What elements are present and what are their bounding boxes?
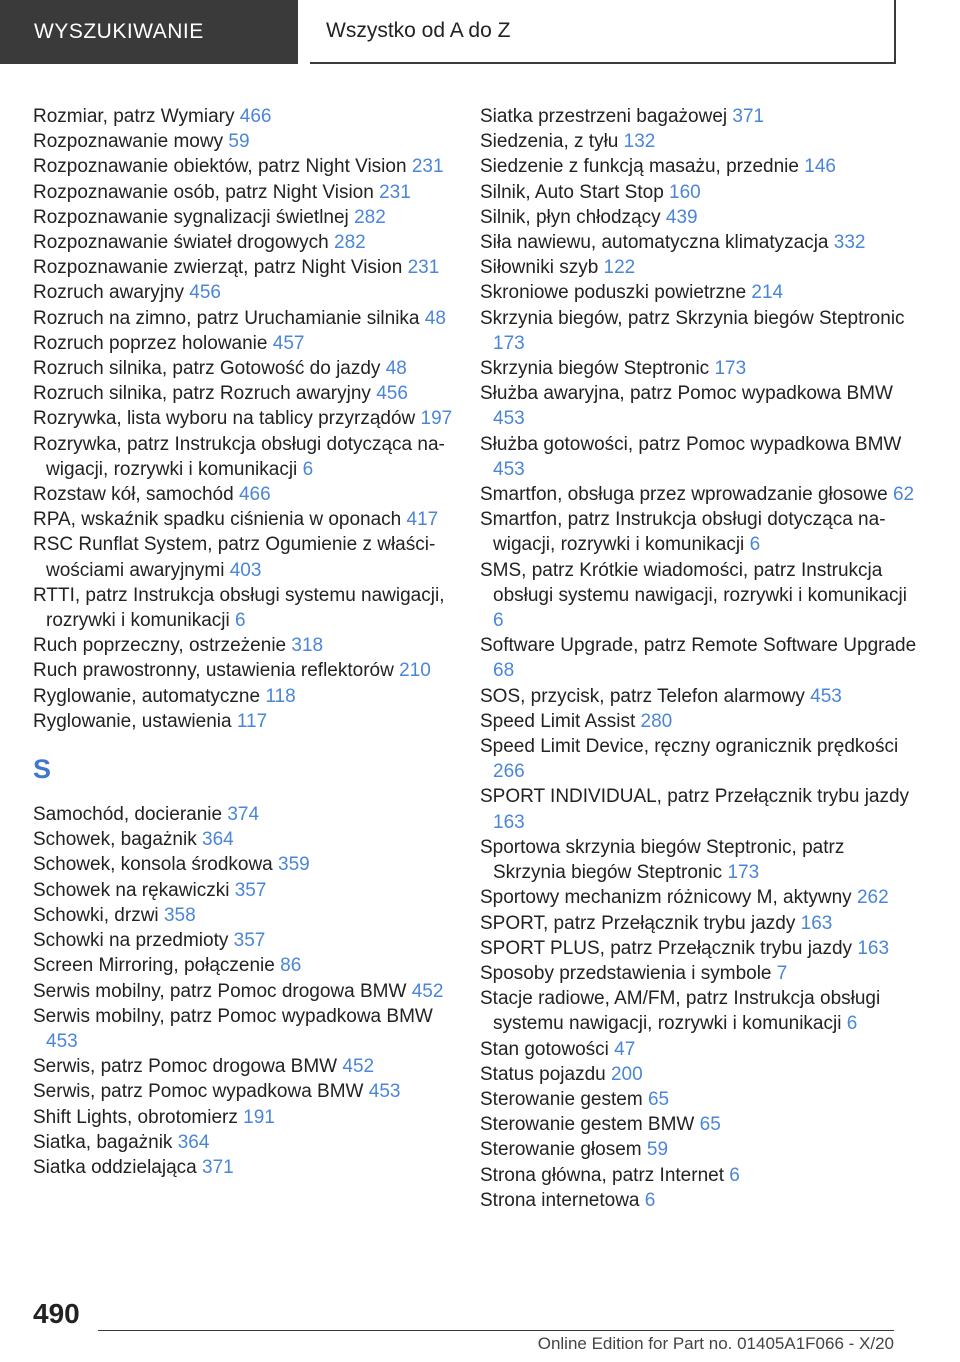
entry-page-link[interactable]: 282 — [334, 232, 366, 254]
entry-page-link[interactable]: 65 — [647, 1088, 670, 1110]
entry-term: RPA, wskaźnik spadku ciśnienia w oponach — [33, 509, 402, 531]
entry-term: Rozruch silnika, patrz Gotowość do jazdy — [33, 358, 381, 380]
entry-term: Rozpoznawanie osób, patrz Night Vision — [33, 181, 374, 203]
entry-term: Smartfon, patrz Instrukcja obsługi dotycząca nawigacji, rozrywki i komunikacji — [480, 509, 886, 556]
index-entry — [480, 1062, 920, 1087]
index-entry — [480, 885, 920, 910]
index-entry — [33, 1004, 453, 1054]
entry-term: Ruch prawostronny, ustawienia reflektorów — [33, 660, 394, 682]
index-entry — [33, 356, 453, 381]
index-entry — [480, 961, 920, 986]
entry-term: Serwis, patrz Pomoc drogowa BMW — [33, 1056, 338, 1078]
entry-term: Ryglowanie, automatyczne — [33, 685, 261, 707]
entry-term: Schowek, konsola środkowa — [33, 854, 273, 876]
entry-term: SMS, patrz Krótkie wiadomości, patrz Instrukcja obsługi systemu nawigacji, rozrywki i komunikacji — [480, 559, 907, 606]
entry-page-link[interactable]: 68 — [493, 660, 515, 682]
entry-page-link[interactable]: 7 — [776, 962, 788, 984]
entry-page-link[interactable]: 173 — [727, 862, 760, 884]
index-entry — [480, 255, 920, 280]
entry-page-link[interactable]: 62 — [892, 484, 915, 506]
entry-term: Status pojazdu — [480, 1063, 606, 1085]
index-entry — [33, 1130, 453, 1155]
index-entry — [480, 1188, 920, 1213]
entry-term: Silnik, płyn chłodzący — [480, 206, 661, 228]
entry-term: RSC Runflat System, patrz Ogumienie z właściwościami awaryjnymi — [33, 534, 436, 581]
entry-term: Skrzynia biegów Steptronic — [480, 358, 710, 380]
entry-term: Rozpoznawanie mowy — [33, 131, 224, 153]
entry-term: Rozrywka, lista wyboru na tablicy przyrządów — [33, 408, 416, 430]
index-entry — [480, 709, 920, 734]
index-entry — [480, 558, 920, 634]
index-entry — [33, 979, 453, 1004]
entry-term: Software Upgrade, patrz Remote Software Upgrade — [480, 635, 917, 657]
index-entry — [33, 903, 453, 928]
entry-term: Siłowniki szyb — [480, 257, 599, 279]
entry-page-link[interactable]: 452 — [411, 980, 444, 1002]
entry-term: Serwis mobilny, patrz Pomoc drogowa BMW — [33, 980, 407, 1002]
entry-page-link[interactable]: 364 — [202, 829, 234, 851]
index-entry — [480, 432, 920, 482]
entry-page-link[interactable]: 160 — [669, 181, 701, 203]
entry-term: Skroniowe poduszki powietrzne — [480, 282, 747, 304]
index-entry — [33, 684, 453, 709]
entry-term: Ryglowanie, ustawienia — [33, 710, 232, 732]
entry-page-link[interactable]: 132 — [623, 131, 656, 153]
entry-term: Skrzynia biegów, patrz Skrzynia biegów Steptronic — [480, 307, 905, 329]
entry-term: SPORT PLUS, patrz Przełącznik trybu jazdy — [480, 937, 853, 959]
index-entry — [480, 180, 920, 205]
entry-page-link[interactable]: 231 — [379, 181, 411, 203]
entry-term: Rozruch silnika, patrz Rozruch awaryjny — [33, 383, 371, 405]
entry-page-link[interactable]: 197 — [420, 408, 453, 430]
entry-page-link[interactable]: 359 — [278, 854, 310, 876]
subsection-tab: Wszystko od A do Z — [310, 0, 896, 64]
entry-page-link[interactable]: 280 — [640, 710, 673, 732]
entry-page-link[interactable]: 118 — [265, 685, 296, 707]
index-entry — [33, 230, 453, 255]
index-entry — [33, 104, 453, 129]
entry-term: Sposoby przedstawienia i symbole — [480, 962, 772, 984]
entry-page-link[interactable]: 456 — [189, 282, 221, 304]
index-entry — [480, 482, 920, 507]
index-entry — [480, 280, 920, 305]
entry-term: Serwis, patrz Pomoc wypadkowa BMW — [33, 1081, 364, 1103]
index-entry — [480, 633, 920, 683]
entry-term: Służba gotowości, patrz Pomoc wypadkowa BMW — [480, 433, 902, 455]
entry-page-link[interactable]: 456 — [376, 383, 408, 405]
index-entry — [33, 852, 453, 877]
entry-page-link[interactable]: 117 — [236, 710, 268, 732]
entry-term: Sportowa skrzynia biegów Steptronic, patrz Skrzynia biegów Steptronic — [480, 836, 845, 884]
section-letter: S — [33, 754, 52, 785]
entry-term: Siatka oddzielająca — [33, 1156, 197, 1178]
entry-term: Rozpoznawanie zwierząt, patrz Night Vision — [33, 257, 403, 279]
entry-term: Schowek, bagażnik — [33, 829, 197, 851]
entry-page-link[interactable]: 6 — [493, 610, 504, 632]
index-entry — [33, 205, 453, 230]
entry-page-link[interactable]: 466 — [239, 106, 272, 127]
entry-term: Siedzenie z funkcją masażu, przednie — [480, 156, 799, 178]
index-entry — [33, 827, 453, 852]
entry-page-link[interactable]: 163 — [493, 811, 525, 833]
entry-term: Strona internetowa — [480, 1189, 640, 1211]
entry-page-link[interactable]: 457 — [272, 332, 305, 354]
entry-page-link[interactable]: 59 — [228, 131, 250, 153]
index-entry — [480, 1163, 920, 1188]
entry-page-link[interactable]: 266 — [493, 761, 525, 783]
entry-term: SPORT INDIVIDUAL, patrz Przełącznik trybu jazdy — [480, 786, 910, 808]
entry-page-link[interactable]: 453 — [810, 685, 842, 707]
entry-page-link[interactable]: 452 — [342, 1056, 375, 1078]
index-entry — [33, 129, 453, 154]
index-entry — [33, 255, 453, 280]
entry-page-link[interactable]: 403 — [229, 559, 262, 581]
entry-page-link[interactable]: 173 — [714, 358, 747, 380]
entry-term: Stan gotowości — [480, 1038, 609, 1060]
entry-page-link[interactable]: 371 — [202, 1156, 234, 1178]
index-entries-s-continued — [480, 104, 920, 1213]
index-entry — [480, 1112, 920, 1137]
index-entry — [33, 406, 453, 431]
index-entries-s — [33, 802, 453, 1180]
entry-page-link[interactable]: 6 — [644, 1189, 656, 1211]
index-entry — [480, 1137, 920, 1162]
entry-term: Służba awaryjna, patrz Pomoc wypadkowa BMW — [480, 383, 893, 405]
entry-page-link[interactable]: 214 — [751, 282, 784, 304]
index-entry — [480, 784, 920, 834]
entry-page-link[interactable]: 371 — [732, 106, 765, 127]
section-tab: WYSZUKIWANIE — [0, 0, 298, 64]
entry-term: Rozpoznawanie świateł drogowych — [33, 232, 329, 254]
entry-page-link[interactable]: 59 — [646, 1139, 669, 1161]
index-entries-r — [33, 104, 453, 734]
entry-page-link[interactable]: 6 — [234, 610, 246, 632]
entry-page-link[interactable]: 439 — [665, 206, 698, 228]
entry-term: Speed Limit Device, ręczny ogranicznik prędkości — [480, 736, 899, 758]
index-entry — [33, 953, 453, 978]
entry-page-link[interactable]: 163 — [857, 937, 890, 959]
page-header — [0, 0, 960, 66]
index-entry — [480, 1087, 920, 1112]
index-entry — [33, 633, 453, 658]
index-entry — [33, 306, 453, 331]
entry-term: Sportowy mechanizm różnicowy M, aktywny — [480, 887, 852, 909]
entry-page-link[interactable]: 47 — [614, 1038, 636, 1060]
entry-page-link[interactable]: 173 — [493, 332, 525, 354]
entry-term: Samochód, docieranie — [33, 804, 223, 826]
index-entry — [480, 1037, 920, 1062]
index-column-right — [480, 104, 920, 1213]
entry-page-link[interactable]: 364 — [177, 1131, 210, 1153]
entry-term: Screen Mirroring, połączenie — [33, 955, 275, 977]
footer-divider — [98, 1330, 894, 1331]
page-number: 490 — [33, 1298, 80, 1329]
entry-page-link[interactable]: 6 — [749, 534, 761, 556]
entry-page-link[interactable]: 318 — [291, 635, 324, 657]
entry-term: Rozruch na zimno, patrz Uruchamianie silnika — [33, 307, 420, 329]
index-entry — [480, 507, 920, 557]
index-entry — [480, 835, 920, 885]
index-entry — [33, 432, 453, 482]
entry-term: Ruch poprzeczny, ostrzeżenie — [33, 635, 287, 657]
index-entry — [33, 878, 453, 903]
entry-page-link[interactable]: 210 — [399, 660, 431, 682]
entry-term: Siatka, bagażnik — [33, 1131, 173, 1153]
index-entry — [33, 709, 453, 734]
index-entry — [480, 684, 920, 709]
index-entry — [33, 1079, 453, 1104]
index-entry — [480, 104, 920, 129]
index-entry — [33, 180, 453, 205]
index-entry — [33, 280, 453, 305]
index-entry — [33, 658, 453, 683]
entry-term: Sterowanie gestem — [480, 1088, 643, 1110]
entry-term: Rozruch poprzez holowanie — [33, 332, 268, 354]
entry-term: Silnik, Auto Start Stop — [480, 181, 664, 203]
entry-term: Schowki na przedmioty — [33, 930, 229, 952]
index-entry — [33, 1105, 453, 1130]
entry-term: Rozrywka, patrz Instrukcja obsługi dotycząca nawigacji, rozrywki i komunikacji — [33, 433, 445, 480]
index-entry — [33, 1155, 453, 1180]
index-entry — [33, 154, 453, 179]
index-entry — [480, 356, 920, 381]
index-entry — [480, 936, 920, 961]
entry-page-link[interactable]: 6 — [729, 1164, 740, 1186]
index-column-left — [33, 104, 453, 1180]
index-entry — [480, 734, 920, 784]
entry-page-link[interactable]: 262 — [856, 887, 889, 909]
entry-page-link[interactable]: 453 — [46, 1030, 78, 1052]
entry-page-link[interactable]: 231 — [407, 257, 440, 279]
index-entry — [480, 306, 920, 356]
index-entry — [33, 507, 453, 532]
entry-page-link[interactable]: 357 — [234, 879, 267, 901]
entry-term: Speed Limit Assist — [480, 710, 636, 732]
entry-term: RTTI, patrz Instrukcja obsługi systemu nawigacji, rozrywki i komunikacji — [33, 584, 445, 632]
index-entry — [33, 331, 453, 356]
entry-page-link[interactable]: 282 — [354, 206, 386, 228]
index-entry — [33, 1054, 453, 1079]
entry-page-link[interactable]: 48 — [385, 358, 407, 380]
entry-page-link[interactable]: 357 — [233, 930, 266, 952]
entry-term: SOS, przycisk, patrz Telefon alarmowy — [480, 685, 805, 707]
entry-page-link[interactable]: 374 — [227, 804, 260, 826]
entry-page-link[interactable]: 163 — [800, 912, 833, 934]
entry-page-link[interactable]: 191 — [243, 1106, 275, 1128]
entry-term: Schowki, drzwi — [33, 904, 159, 926]
index-entry — [480, 154, 920, 179]
entry-page-link[interactable]: 6 — [846, 1013, 858, 1035]
index-entry — [480, 230, 920, 255]
entry-page-link[interactable]: 358 — [163, 904, 196, 926]
index-entry — [33, 802, 453, 827]
index-entry — [480, 129, 920, 154]
entry-term: Rozruch awaryjny — [33, 282, 184, 304]
footer-edition-text: Online Edition for Part no. 01405A1F066 - X/20 — [537, 1334, 894, 1353]
index-entry — [480, 986, 920, 1036]
entry-term: SPORT, patrz Przełącznik trybu jazdy — [480, 912, 796, 934]
index-entry — [33, 482, 453, 507]
entry-page-link[interactable]: 146 — [804, 156, 836, 178]
entry-term: Sterowanie głosem — [480, 1139, 642, 1161]
index-entry — [480, 381, 920, 431]
entry-term: Siła nawiewu, automatyczna klimatyzacja — [480, 232, 829, 254]
entry-term: Stacje radiowe, AM/FM, patrz Instrukcja obsługi systemu nawigacji, rozrywki i komunikacji — [480, 988, 881, 1035]
entry-page-link[interactable]: 453 — [368, 1081, 401, 1103]
entry-term: Siedzenia, z tyłu — [480, 131, 619, 153]
index-entry — [33, 928, 453, 953]
entry-page-link[interactable]: 48 — [424, 307, 446, 329]
entry-page-link[interactable]: 86 — [280, 955, 302, 977]
index-entry — [33, 381, 453, 406]
entry-page-link[interactable]: 453 — [493, 408, 525, 430]
entry-term: Schowek na rękawiczki — [33, 879, 230, 901]
index-entry — [480, 911, 920, 936]
entry-term: Rozpoznawanie sygnalizacji świetlnej — [33, 206, 349, 228]
entry-term: Smartfon, obsługa przez wprowadzanie głosowe — [480, 484, 888, 506]
entry-term: Siatka przestrzeni bagażowej — [480, 106, 728, 127]
entry-term: Strona główna, patrz Internet — [480, 1164, 724, 1186]
entry-page-link[interactable]: 200 — [610, 1063, 643, 1085]
entry-term: Shift Lights, obrotomierz — [33, 1106, 238, 1128]
entry-page-link[interactable]: 6 — [302, 458, 314, 480]
entry-page-link[interactable]: 417 — [406, 509, 439, 531]
entry-term: Rozstaw kół, samochód — [33, 484, 234, 506]
entry-page-link[interactable]: 65 — [699, 1114, 721, 1136]
entry-term: Sterowanie gestem BMW — [480, 1114, 695, 1136]
entry-page-link[interactable]: 122 — [603, 257, 636, 279]
entry-page-link[interactable]: 332 — [833, 232, 866, 254]
entry-page-link[interactable]: 231 — [411, 156, 444, 178]
entry-page-link[interactable]: 466 — [238, 484, 271, 506]
index-entry — [480, 205, 920, 230]
entry-term: Rozmiar, patrz Wymiary — [33, 106, 235, 127]
index-entry — [33, 532, 453, 582]
entry-term: Rozpoznawanie obiektów, patrz Night Vision — [33, 156, 407, 178]
index-entry — [33, 583, 453, 633]
entry-term: Serwis mobilny, patrz Pomoc wypadkowa BMW — [33, 1005, 433, 1027]
entry-page-link[interactable]: 453 — [493, 458, 525, 480]
